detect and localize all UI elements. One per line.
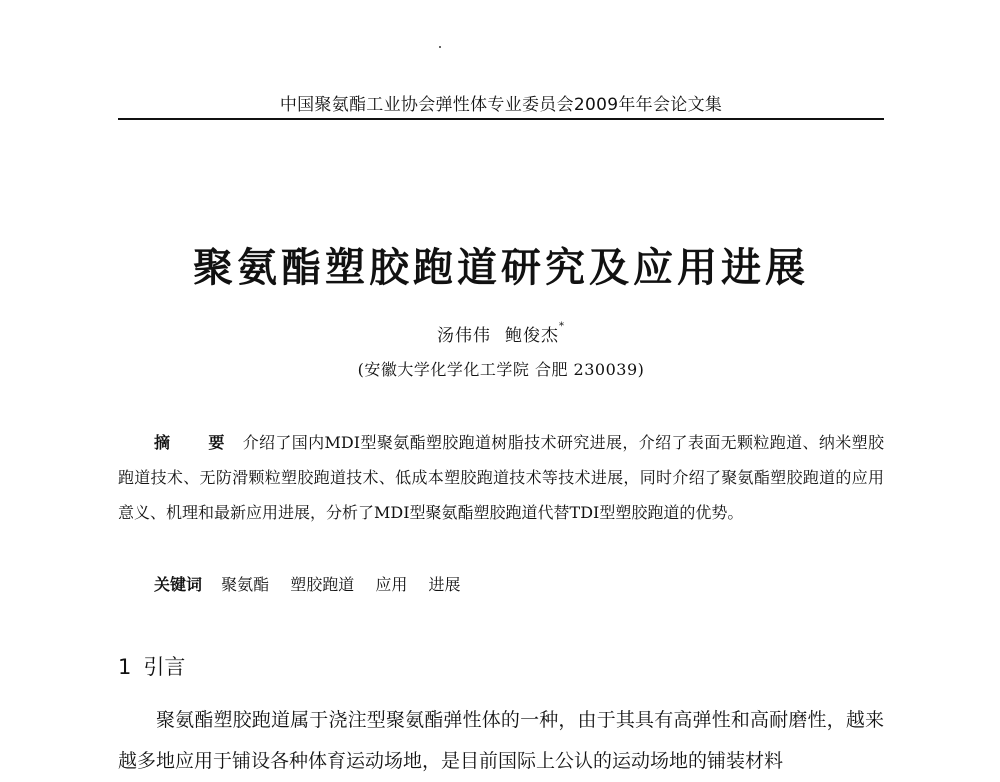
abstract-text: 介绍了国内MDI型聚氨酯塑胶跑道树脂技术研究进展，介绍了表面无颗粒跑道、纳米塑胶跑道技术、无防滑颗粒塑胶跑道技术、低成本塑胶跑道技术等技术进展，同时介绍了聚氨酯塑胶跑道的应用意义、机理和最新应用进展，分析了MDI型聚氨酯塑胶跑道代替TDI型塑胶跑道的优势。 [118,433,884,522]
body-paragraph: 聚氨酯塑胶跑道属于浇注型聚氨酯弹性体的一种，由于其具有高弹性和高耐磨性，越来越多地应用于铺设各种体育运动场地，是目前国际上公认的运动场地的铺装材料 [118,709,884,772]
keywords-label: 关键词 [154,575,203,594]
corresponding-mark: * [559,321,565,332]
section-title: 引言 [143,655,186,679]
abstract [118,425,884,530]
author-name: 汤伟伟 [437,326,491,346]
keyword: 应用 [375,575,408,594]
section-heading [118,651,185,681]
author-name: 鲍俊杰 [505,326,559,346]
paper-title: 聚氨酯塑胶跑道研究及应用进展 [193,244,809,291]
keyword: 聚氨酯 [221,575,270,594]
scan-speck [439,46,441,48]
keyword: 进展 [428,575,461,594]
running-header: 中国聚氨酯工业协会弹性体专业委员会2009年年会论文集 [279,95,723,115]
keywords [154,572,884,595]
affiliation: (安徽大学化学化工学院 合肥 230039) [357,360,645,379]
abstract-label: 摘 要 [154,433,241,452]
keyword: 塑胶跑道 [290,575,355,594]
author-line [118,321,884,346]
section-number: 1 [118,655,132,679]
header-rule [118,118,884,120]
